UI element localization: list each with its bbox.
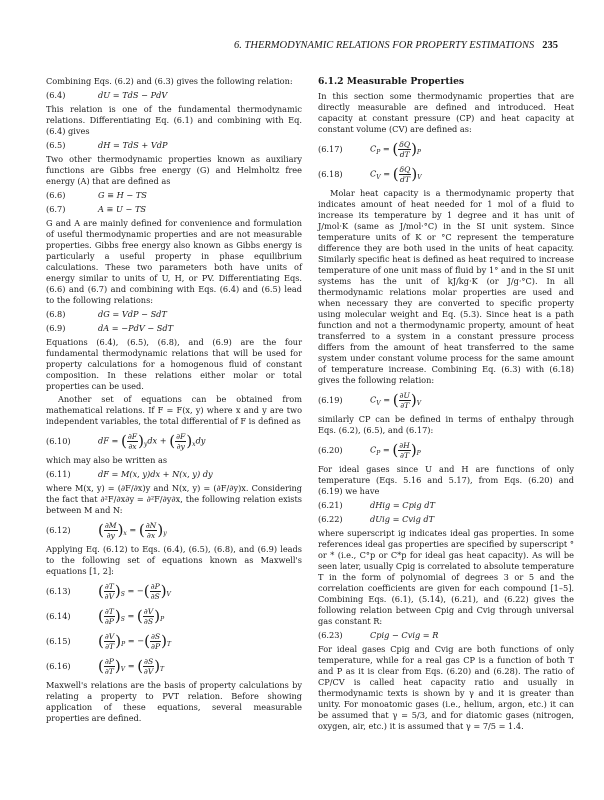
paragraph: Equations (6.4), (6.5), (6.8), and (6.9) are the four fundamental thermodynamic relations that will be used for property calculations for a homogenous fluid of constant composition. In these relations either molar or total properties can be used.	[46, 337, 302, 391]
paragraph: G and A are mainly defined for convenience and formulation of useful thermodynamic properties and are not measurable properties. Gibbs free energy also known as Gibbs energy is particularly a useful property in phase equilibrium calculations. These two parameters both have units of energy similar to units of U, H, or PV. Differentiating Eqs. (6.6) and (6.7) and combining with Eqs. (6.4) and (6.5) lead to the following relations:	[46, 218, 302, 305]
equation-6-4: (6.4) dU = TdS − PdV	[46, 90, 168, 100]
paragraph: Two other thermodynamic properties known as auxiliary functions are Gibbs free energy (G) and Helmholtz free energy (A) that are defined as	[46, 154, 302, 186]
paragraph: Combining Eqs. (6.2) and (6.3) gives the following relation:	[46, 76, 293, 86]
paragraph: In this section some thermodynamic properties that are directly measurable are defined and introduced. Heat capacity at constant pressure (CP) and heat capacity at constant volume (CV) are defined as:	[318, 91, 574, 134]
paragraph: Another set of equations can be obtained from mathematical relations. If F = F(x, y) where x and y are two independent variables, the total differential of F is defined as	[46, 394, 302, 426]
equation-6-15: (6.15) ( $\frac{\partial V}{\partial T}$ )$_P$ = −( $\frac{\partial S}{\partial P}$ )$_T$	[46, 631, 171, 651]
section-heading: 6.1.2 Measurable Properties	[318, 76, 465, 87]
paragraph: Maxwell's relations are the basis of property calculations by relating a property to PVT relation. Before showing application of these equations, several measurable properties are defined.	[46, 680, 302, 723]
equation-6-6: (6.6) G ≡ H − TS	[46, 190, 147, 200]
running-title: 6. THERMODYNAMIC RELATIONS FOR PROPERTY ESTIMATIONS	[234, 40, 535, 51]
equation-6-17: (6.17) $C_P$ = ( $\frac{\delta Q}{dT}$ )$_P$	[318, 139, 421, 159]
left-column	[46, 76, 302, 726]
equation-6-22: (6.22) dUig = Cvig dT	[318, 514, 435, 524]
paragraph: This relation is one of the fundamental thermodynamic relations. Differentiating Eq. (6.1) and combining with Eq. (6.4) gives	[46, 104, 302, 136]
paragraph: Applying Eq. (6.12) to Eqs. (6.4), (6.5), (6.8), and (6.9) leads to the following set of equations known as Maxwell's equations [1, 2]:	[46, 544, 302, 576]
paragraph: Molar heat capacity is a thermodynamic property that indicates amount of heat needed for 1 mol of a fluid to increase its temperature by 1 degree and it has unit of J/mol·K (same as J/mol·°C) in the SI unit system. Since temperature units of K or °C represent the temperature difference they are both used in the units of heat capacity. Similarly specific heat is defined as heat required to increase temperature of one unit mass of fluid by 1° and in the SI unit systems has the unit of kJ/kg·K (or J/g·°C). In all thermodynamic relations molar properties are used and when necessary they are converted to specific property using molecular weight and Eq. (5.3). Since heat is a path function and not a thermodynamic property, amount of heat transferred to a system in a constant pressure process differs from the amount of heat transferred to the same system under constant volume process for the same amount of temperature increase. Combining Eq. (6.3) with (6.18) gives the following relation:	[318, 188, 574, 385]
equation-6-10: (6.10) dF = ( $\frac{\partial F}{\partial x}$ )$_ydx$ + ( $\frac{\partial F}{\partial y}$ )$_xdy$	[46, 431, 206, 451]
equation-6-5: (6.5) dH = TdS + VdP	[46, 140, 168, 150]
equation-6-14: (6.14) ( $\frac{\partial T}{\partial P}$ )$_S$ = ( $\frac{\partial V}{\partial S}$ )$_P$	[46, 606, 165, 626]
paragraph: where M(x, y) = (∂F/∂x)y and N(x, y) = (∂F/∂y)x. Considering the fact that ∂²F/∂x∂y = ∂²F/∂y∂x, the following relation exists between M and N:	[46, 483, 302, 515]
paragraph: similarly CP can be defined in terms of enthalpy through Eqs. (6.2), (6.5), and (6.17):	[318, 414, 574, 435]
right-column	[318, 76, 574, 734]
equation-6-12: (6.12) ( $\frac{\partial M}{\partial y}$ )$_x$ = ( $\frac{\partial N}{\partial x}$ )$_y$	[46, 520, 167, 540]
equation-6-23: (6.23) Cpig − Cvig = R	[318, 630, 439, 640]
paragraph: where superscript ig indicates ideal gas properties. In some references ideal gas properties are specified by superscript ° or * (i.e., C°p or C*p for ideal gas heat capacity). As will be seen later, usually Cpig is correlated to absolute temperature T in the form of polynomial of degrees 3 or 5 and the correlation coefficients are given for each compound [1–5]. Combining Eqs. (6.1), (5.14), (6.21), and (6.22) gives the following relation between Cpig and Cvig through universal gas constant R:	[318, 528, 574, 626]
paragraph: For ideal gases Cpig and Cvig are both functions of only temperature, while for a real gas CP is a function of both T and P as it is clear from Eqs. (6.20) and (6.28). The ratio of CP/CV is called heat capacity ratio and usually in thermodynamic texts is shown by γ and it is greater than unity. For monoatomic gases (i.e., helium, argon, etc.) it can be assumed that γ = 5/3, and for diatomic gases (nitrogen, oxygen, air, etc.) it is assumed that γ = 7/5 = 1.4.	[318, 644, 574, 731]
equation-6-8: (6.8) dG = VdP − SdT	[46, 309, 167, 319]
equation-6-21: (6.21) dHig = Cpig dT	[318, 500, 435, 510]
equation-6-9: (6.9) dA = −PdV − SdT	[46, 323, 174, 333]
equation-6-13: (6.13) ( $\frac{\partial T}{\partial V}$ )$_S$ = −( $\frac{\partial P}{\partial S}$ )$_V$	[46, 581, 171, 601]
equation-6-16: (6.16) ( $\frac{\partial P}{\partial T}$ )$_V$ = ( $\frac{\partial S}{\partial V}$ )$_T$	[46, 656, 165, 676]
running-header	[46, 40, 558, 54]
paragraph: For ideal gases since U and H are functions of only temperature (Eqs. 5.16 and 5.17), from Eqs. (6.20) and (6.19) we have	[318, 464, 574, 496]
equation-6-19: (6.19) $C_V$ = ( $\frac{\partial U}{\partial T}$ )$_V$	[318, 390, 422, 410]
equation-6-11: (6.11) dF = M(x, y)dx + N(x, y) dy	[46, 469, 213, 479]
paragraph: which may also be written as	[46, 455, 168, 465]
equation-6-18: (6.18) $C_V$ = ( $\frac{\delta Q}{dT}$ )$_V$	[318, 164, 422, 184]
equation-6-7: (6.7) A ≡ U − TS	[46, 204, 147, 214]
equation-6-20: (6.20) $C_P$ = ( $\frac{\partial H}{\partial T}$ )$_P$	[318, 440, 421, 460]
page-number: 235	[542, 40, 558, 51]
